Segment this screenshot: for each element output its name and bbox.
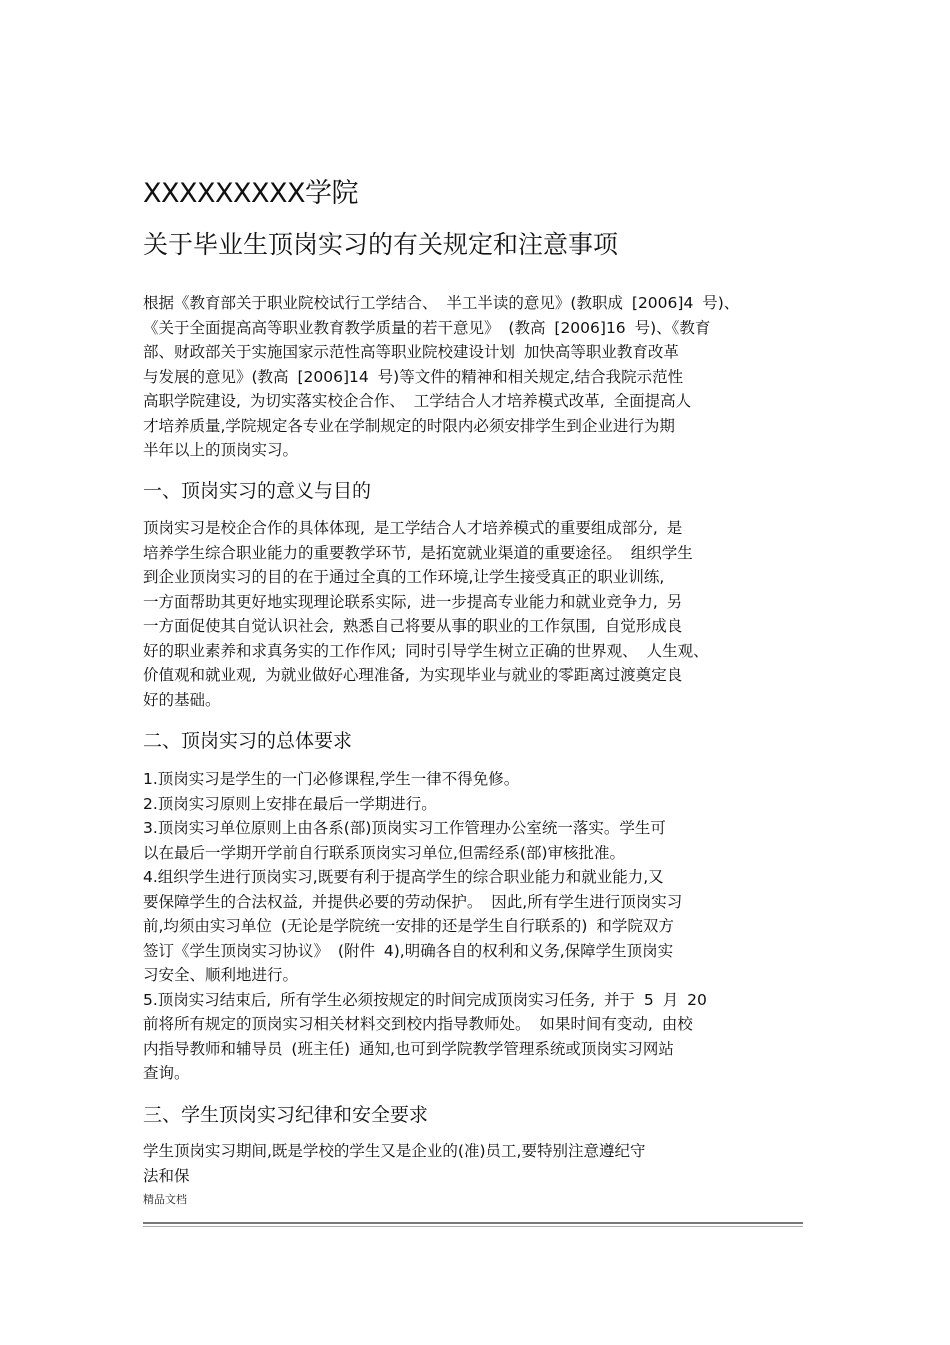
section2-line: 习安全、顺利地进行。 (143, 966, 299, 984)
section2-line: 签订《学生顶岗实习协议》 (附件 4),明确各自的权利和义务,保障学生顶岗实 (143, 941, 674, 960)
intro-line: 高职学院建设, 为切实落实校企合作、 工学结合人才培养模式改革, 全面提高人 (143, 392, 692, 410)
intro-paragraph (143, 291, 811, 463)
section-heading: 一、顶岗实习的意义与目的 (143, 480, 372, 502)
intro-line: 半年以上的顶岗实习。 (143, 441, 299, 459)
document-institution-title: XXXXXXXXX学院 (143, 178, 358, 209)
section2-line: 以在最后一学期开学前自行联系顶岗实习单位,但需经系(部)审核批准。 (143, 843, 626, 862)
intro-line: 才培养质量,学院规定各专业在学制规定的时限内必须安排学生到企业进行为期 (143, 416, 675, 435)
intro-line: 部、财政部关于实施国家示范性高等职业院校建设计划 加快高等职业教育改革 (143, 343, 679, 361)
section3-paragraph (143, 1139, 811, 1188)
section1-line: 顶岗实习是校企合作的具体体现, 是工学结合人才培养模式的重要组成部分, 是 (143, 519, 683, 537)
section2-line: 前将所有规定的顶岗实习相关材料交到校内指导教师处。 如果时间有变动, 由校 (143, 1015, 693, 1033)
intro-line: 与发展的意见》(教高 [2006]14 号)等文件的精神和相关规定,结合我院示范性 (143, 367, 684, 386)
section1-paragraph (143, 516, 811, 712)
section1-line: 一方面促使其自觉认识社会, 熟悉自己将要从事的职业的工作氛围, 自觉形成良 (143, 617, 683, 635)
section2-line: 查询。 (143, 1064, 190, 1082)
intro-line: 《关于全面提高高等职业教育教学质量的若干意见》 (教高 [2006]16 号)、《教育 (143, 318, 711, 337)
section2-line: 2.顶岗实习原则上安排在最后一学期进行。 (143, 794, 437, 813)
section1-line: 到企业顶岗实习的目的在于通过全真的工作环境,让学生接受真正的职业训练, (143, 568, 665, 586)
section1-line: 一方面帮助其更好地实现理论联系实际, 进一步提高专业能力和就业竞争力, 另 (143, 592, 683, 611)
section2-line: 要保障学生的合法权益, 并提供必要的劳动保护。 因此,所有学生进行顶岗实习 (143, 892, 683, 911)
section2-line: 前,均须由实习单位 (无论是学院统一安排的还是学生自行联系的) 和学院双方 (143, 917, 674, 935)
footer-divider (143, 1222, 803, 1224)
section1-line: 培养学生综合职业能力的重要教学环节, 是拓宽就业渠道的重要途径。 组织学生 (143, 543, 693, 562)
section2-line: 3.顶岗实习单位原则上由各系(部)顶岗实习工作管理办公室统一落实。学生可 (143, 819, 666, 837)
section2-line: 内指导教师和辅导员 (班主任) 通知,也可到学院教学管理系统或顶岗实习网站 (143, 1039, 674, 1058)
section-heading: 三、学生顶岗实习纪律和安全要求 (143, 1104, 429, 1126)
section2-list (143, 767, 811, 1086)
section1-line: 好的职业素养和求真务实的工作作风; 同时引导学生树立正确的世界观、 人生观、 (143, 641, 709, 660)
footer-label: 精品文档 (143, 1193, 187, 1206)
section1-line: 好的基础。 (143, 690, 221, 709)
section3-line: 学生顶岗实习期间,既是学校的学生又是企业的(准)员工,要特别注意遵纪守 (143, 1142, 646, 1160)
section2-line: 4.组织学生进行顶岗实习,既要有利于提高学生的综合职业能力和就业能力,又 (143, 868, 664, 886)
section3-line: 法和保 (143, 1166, 190, 1185)
section-heading: 二、顶岗实习的总体要求 (143, 730, 353, 752)
footer-divider (143, 1226, 803, 1227)
section2-line: 5.顶岗实习结束后, 所有学生必须按规定的时间完成顶岗实习任务, 并于 5 月 20 (143, 990, 707, 1009)
section2-line: 1.顶岗实习是学生的一门必修课程,学生一律不得免修。 (143, 770, 520, 788)
intro-line: 根据《教育部关于职业院校试行工学结合、 半工半读的意见》(教职成 [2006]4 号)、 (143, 294, 740, 312)
section1-line: 价值观和就业观, 为就业做好心理准备, 为实现毕业与就业的零距离过渡奠定良 (143, 666, 683, 684)
document-title: 关于毕业生顶岗实习的有关规定和注意事项 (143, 230, 619, 259)
